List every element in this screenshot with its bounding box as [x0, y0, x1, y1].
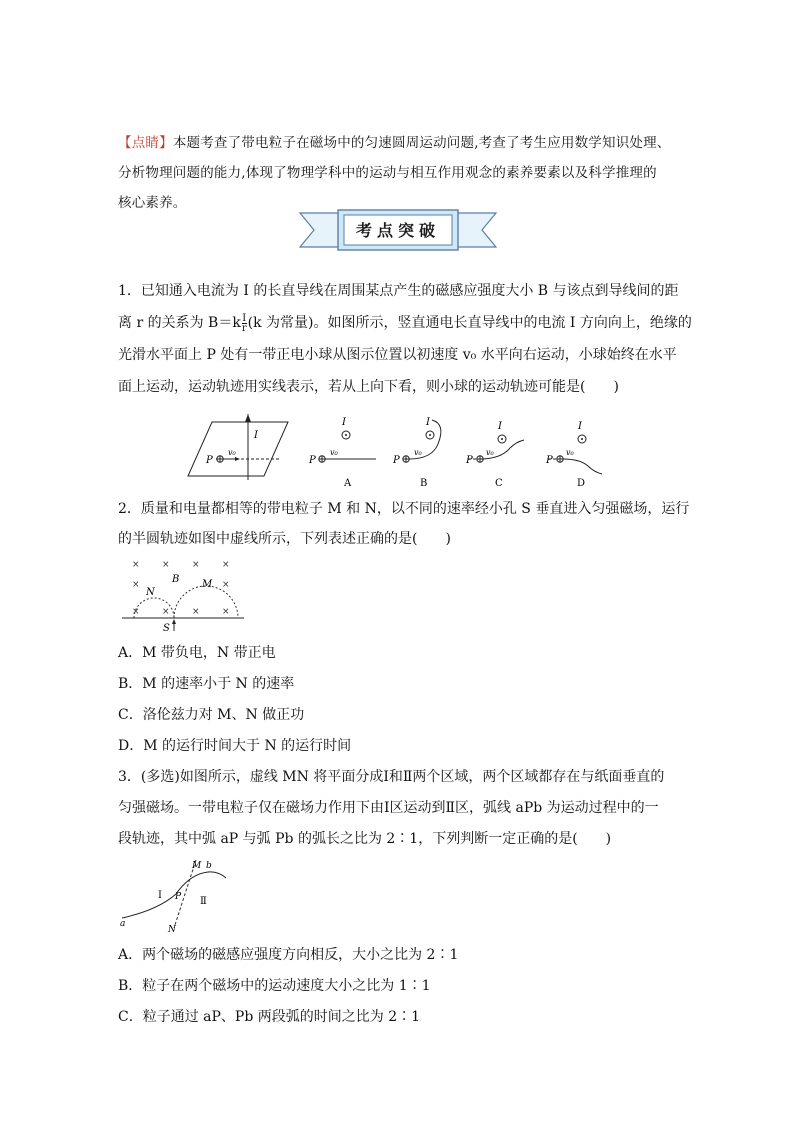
- svg-text:×: ×: [132, 607, 140, 617]
- svg-text:v₀: v₀: [414, 448, 422, 457]
- q1-option-a: [308, 417, 376, 489]
- svg-text:×: ×: [222, 607, 230, 617]
- note-line-2: 分析物理问题的能力,体现了物理学科中的运动与相互作用观念的素养要素以及科学推理的: [118, 165, 657, 181]
- svg-text:×: ×: [162, 560, 170, 570]
- section-banner: [298, 209, 498, 251]
- q3-label-N: N: [168, 925, 176, 935]
- q1-line-3: 光滑水平面上 P 处有一带正电小球从图示位置以初速度 v₀ 水平向右运动，小球始终在水平: [118, 347, 677, 363]
- q2-option-b[interactable]: B．M 的速率小于 N 的速率: [118, 676, 295, 692]
- svg-text:×: ×: [222, 560, 230, 570]
- q3-option-b[interactable]: B．粒子在两个磁场中的运动速度大小之比为 1∶1: [118, 978, 431, 994]
- q3-label-region-1: Ⅰ: [158, 890, 162, 901]
- q2-figure: [118, 556, 248, 634]
- q2-option-d[interactable]: D．M 的运行时间大于 N 的运行时间: [118, 738, 352, 754]
- note-line-3: 核心素养。: [118, 195, 187, 211]
- q3-label-a: a: [120, 919, 126, 929]
- q3-line-3: 段轨迹，其中弧 aP 与弧 Pb 的弧长之比为 2∶1，下列判断一定正确的是( ): [118, 831, 612, 847]
- q3-option-a[interactable]: A．两个磁场的磁感应强度方向相反，大小之比为 2∶1: [118, 947, 459, 963]
- svg-text:P: P: [546, 455, 553, 466]
- svg-text:I: I: [426, 417, 430, 428]
- q2-label-M: M: [202, 579, 213, 590]
- svg-text:I: I: [342, 417, 346, 428]
- q1-label-P: P: [206, 455, 213, 466]
- q1-option-b: [392, 417, 441, 489]
- q1-label-D: D: [577, 478, 586, 489]
- q3-label-P: P: [175, 892, 182, 902]
- svg-text:I: I: [498, 421, 502, 432]
- svg-text:×: ×: [192, 607, 200, 617]
- svg-text:×: ×: [162, 607, 170, 617]
- q1-line-2: 离 r 的关系为 B＝k $\frac{I}{r}$ (k 为常量)。如图所示，竖直通电长直导线中的电流 I 方向向上，绝缘的: [118, 312, 692, 334]
- q1-label-A: A: [344, 478, 352, 489]
- note-line-1: 【点睛】本题考查了带电粒子在磁场中的匀速圆周运动问题,考查了考生应用数学知识处理、: [118, 135, 671, 151]
- svg-text:P: P: [466, 455, 473, 466]
- q2-line-1: 2．质量和电量都相等的带电粒子 M 和 N，以不同的速率经小孔 S 垂直进入匀强磁场，运行: [118, 501, 690, 517]
- q1-figure: [184, 412, 614, 490]
- svg-text:×: ×: [192, 560, 200, 570]
- q1-label-B: B: [420, 478, 428, 489]
- svg-text:v₀: v₀: [566, 448, 574, 457]
- q3-option-c[interactable]: C．粒子通过 aP、Pb 两段弧的时间之比为 2∶1: [118, 1009, 421, 1025]
- q1-label-C: C: [495, 478, 503, 489]
- q1-plane: [188, 422, 288, 476]
- q3-label-b: b: [206, 861, 212, 871]
- q1-label-I: I: [254, 430, 258, 441]
- q3-figure: [118, 854, 236, 936]
- svg-text:v₀: v₀: [486, 448, 494, 457]
- q1-v-arrow: [235, 457, 240, 461]
- q3-line-2: 匀强磁场。一带电粒子仅在磁场力作用下由Ⅰ区运动到Ⅱ区，弧线 aPb 为运动过程中的一: [118, 800, 659, 816]
- banner-title: 考点突破: [355, 221, 441, 240]
- q2-line-2: 的半圆轨迹如图中虚线所示，下列表述正确的是( ): [118, 531, 451, 547]
- q3-trajectory: [122, 872, 226, 918]
- q1-label-v0: v₀: [228, 448, 236, 457]
- q2-label-B: B: [172, 574, 180, 585]
- q1-option-d: [545, 421, 602, 489]
- svg-text:×: ×: [132, 580, 140, 590]
- svg-text:×: ×: [132, 560, 140, 570]
- q1-line-4: 面上运动，运动轨迹用实线表示，若从上向下看，则小球的运动轨迹可能是( ): [118, 379, 619, 395]
- q3-line-1: 3．(多选)如图所示，虚线 MN 将平面分成Ⅰ和Ⅱ两个区域，两个区域都存在与纸面垂直的: [118, 769, 665, 785]
- q2-label-N: N: [146, 587, 155, 598]
- q2-option-a[interactable]: A．M 带负电，N 带正电: [118, 645, 276, 661]
- q1-wire-arrow: [245, 414, 251, 422]
- svg-text:v₀: v₀: [330, 448, 338, 457]
- svg-text:I: I: [578, 421, 582, 432]
- q1-line-1: 1．已知通入电流为 I 的长直导线在周围某点产生的磁感应强度大小 B 与该点到导线间的距: [118, 283, 679, 299]
- q3-label-M: M: [192, 861, 202, 871]
- q3-label-region-2: Ⅱ: [200, 896, 207, 907]
- q2-label-S: S: [163, 623, 170, 634]
- svg-text:P: P: [309, 455, 316, 466]
- svg-text:P: P: [393, 455, 400, 466]
- q1-fraction: $\frac{I}{r}$: [241, 312, 247, 334]
- q2-option-c[interactable]: C．洛伦兹力对 M、N 做正功: [118, 707, 305, 723]
- note-tag: 【点睛】: [118, 135, 173, 151]
- q1-option-c: [465, 421, 524, 489]
- svg-text:×: ×: [222, 580, 230, 590]
